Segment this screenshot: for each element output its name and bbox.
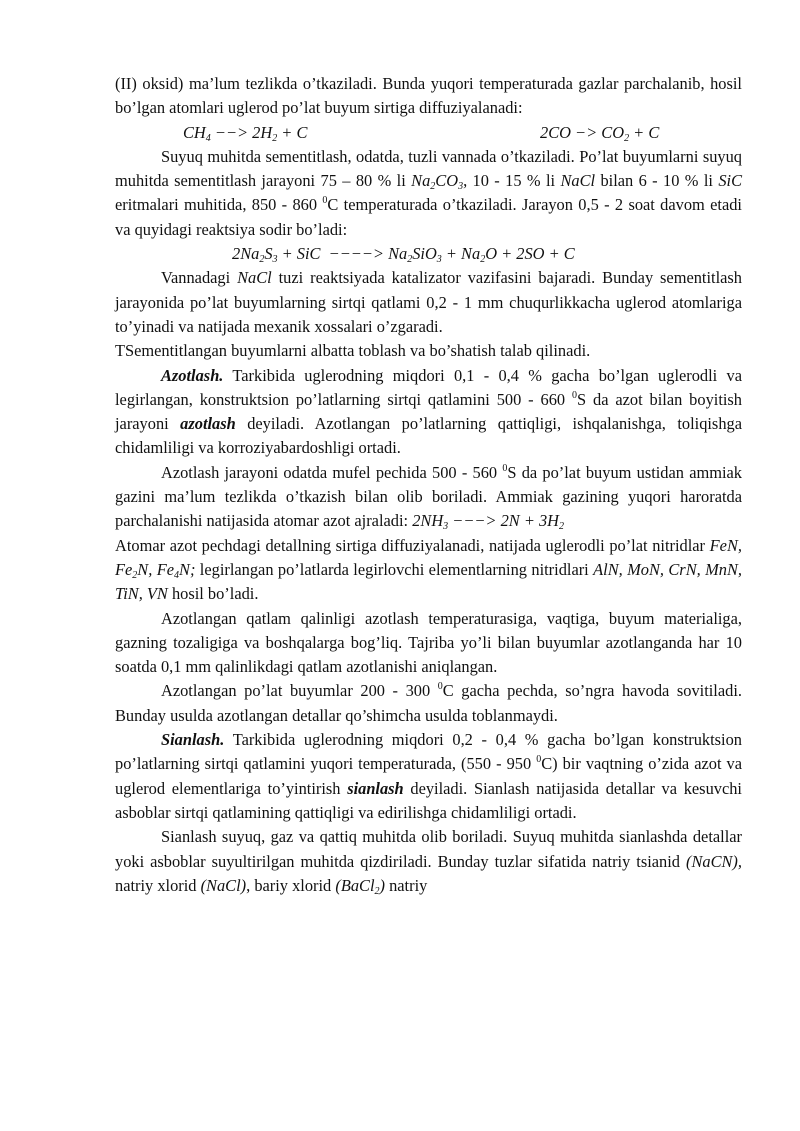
paragraph-nitriding-process: Azotlash jarayoni odatda mufel pechida 500 - 560 $^0$S da po’lat buyum ustidan ammiak gazini ma’lum tezlikda o’tkazish bilan olib boriladi. Ammiak gazining yuqori haroratda parchalanishi natijasida atomar azot ajraladi: $2NH_3$ −−−> $2N + 3H_2$ bbox=[115, 462, 742, 533]
paragraph-cooling: Azotlangan po’lat buyumlar 200 - 300 $^0$C gacha pechda, so’ngra havoda sovitiladi. Bunday usulda azotlangan detallar qo’shimcha usulda toblanmaydi. bbox=[115, 681, 742, 725]
equation-reaction: $2Na_2S_3$ + SiC −−−−> $Na_2SiO_3 + Na_2O + 2SO + C$ bbox=[232, 244, 575, 266]
paragraph-cyaniding: Sianlash. Tarkibida uglerodning miqdori 0,2 - 0,4 % gacha bo’lgan konstruktsion po’latlarning sirtqi qatlamini yuqori temperaturada, (550 - 950 $^0$C) bir vaqtning o’zida azot va uglerod elementlariga to’yintirish sianlash deyiladi. Sianlash natijasida detallar va kesuvchi asboblar sirtqi qatlamining qattiqligi va edirilishga chidamliligi ortadi. bbox=[115, 730, 742, 822]
document-page bbox=[115, 72, 742, 898]
text: (II) oksid) ma’lum tezlikda o’tkaziladi. Bunda yuqori temperaturada gazlar parchalanib, hosil bo’lgan atomlari uglerod po’lat buyum sirtiga diffuziyalanadi: bbox=[115, 74, 742, 118]
equation-methane: $CH_4$ −−> $2H_2 + C$ bbox=[183, 122, 308, 144]
paragraph-nitriding: Azotlash. Tarkibida uglerodning miqdori 0,1 - 0,4 % gacha bo’lgan uglerodli va legirlangan, konstruktsion po’latlarning sirtqi qatlamini 500 - 660 $^0$S da azot bilan boyitish jarayoni azotlash deyiladi. Azotlangan po’latlarning qattiqligi, ishqalanishga, toliqishga chidamliligi va korroziyabardoshligi ortadi. bbox=[115, 365, 742, 458]
equation-decomposition bbox=[115, 121, 742, 145]
section-heading-cyaniding: Sianlash. bbox=[161, 730, 225, 750]
paragraph-layer-thickness: Azotlangan qatlam qalinligi azotlash temperaturasiga, vaqtiga, buyum materialiga, gazning tozaligiga va boshqalarga bog’liq. Tajriba yo’li bilan buyumlar azotlanganda har 10 soatda 0,1 mm qalinlikdagi qatlam azotlanishi aniqlangan. bbox=[115, 608, 742, 677]
paragraph-catalyst: Vannadagi NaCl tuzi reaktsiyada katalizator vazifasini bajaradi. Bunday sementitlash jarayonida po’lat buyumlarning sirtqi qatlami 0,2 - 1 mm chuqurlikkacha uglerod atomlariga to’yinadi va natijada mexanik xossalari o’zgaradi. bbox=[115, 268, 742, 336]
section-heading-nitriding: Azotlash. bbox=[161, 365, 224, 385]
paragraph-intro bbox=[115, 72, 742, 121]
paragraph-liquid-carburizing: Suyuq muhitda sementitlash, odatda, tuzli vannada o’tkaziladi. Po’lat buyumlarni suyuq muhitda sementitlash jarayoni 75 – 80 % li $Na_2CO_3$, 10 - 15 % li NaCl bilan 6 - 10 % li SiC eritmalari muhitida, 850 - 860 $^0$C temperaturada o’tkaziladi. Jarayon 0,5 - 2 soat davom etadi va quyidagi reaktsiya sodir bo’ladi: bbox=[115, 146, 743, 239]
equation-carbon-monoxide: $2CO -> CO_2 + C$ bbox=[540, 122, 660, 144]
paragraph-nitrides: Atomar azot pechdagi detallning sirtiga diffuziyalanadi, natijada uglerodli po’lat nitridlar FeN, $Fe_2N$, $Fe_4N$; legirlangan po’latlarda legirlovchi elementlarning nitridlari AlN, MoN, CrN, MnN, TiN, VN hosil bo’ladi. bbox=[115, 535, 742, 604]
paragraph-hardening: TSementitlangan buyumlarni albatta toblash va bo’shatish talab qilinadi. bbox=[115, 341, 591, 361]
paragraph-cyaniding-media: Sianlash suyuq, gaz va qattiq muhitda olib boriladi. Suyuq muhitda sianlashda detallar yoki asboblar suyultirilgan muhitda qizdiriladi. Bunday tuzlar sifatida natriy tsianid (NaCN), natriy xlorid (NaCl), bariy xlorid (BaCl$_2$) natriy bbox=[115, 827, 742, 897]
